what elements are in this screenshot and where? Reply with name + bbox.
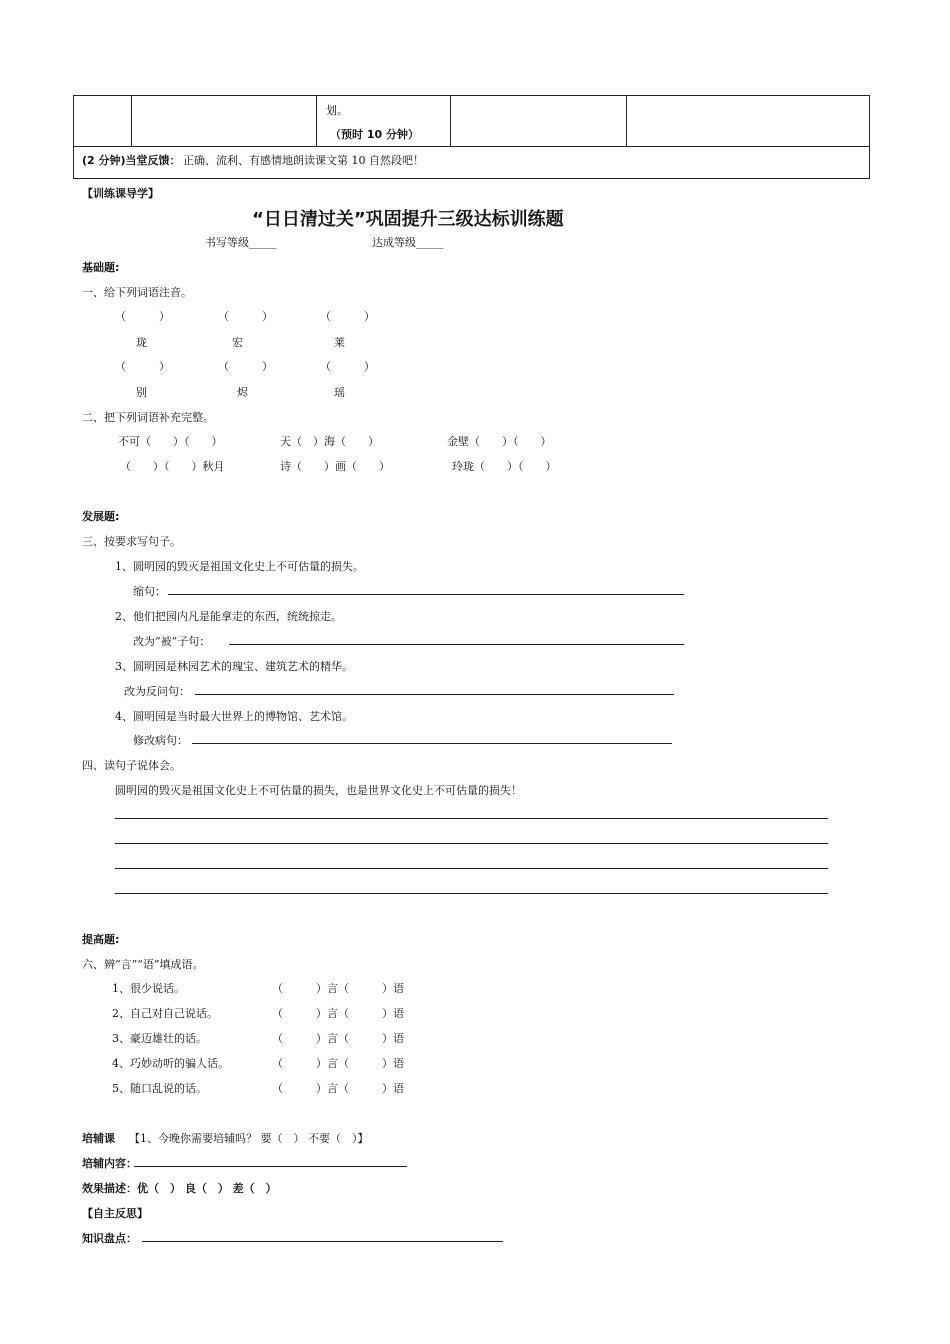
reflection-header: 【自主反思】 [82, 1207, 148, 1220]
q1-prompt: 一、给下列词语注音。 [82, 286, 192, 299]
table-col-divider [316, 95, 317, 146]
q6-item-text: 4、巧妙动听的骗人话。 [112, 1057, 229, 1070]
writing-grade: 书写等级_____ [205, 236, 277, 249]
tutoring-label: 培辅课 [82, 1132, 115, 1145]
q3-task: 缩句： [133, 585, 166, 598]
pinyin-paren: （ ） [115, 360, 170, 373]
plan-text: 划。 [326, 104, 348, 117]
fill-item: （ ）（ ）秋月 [120, 460, 225, 473]
q3-task: 改为“被”子句： [133, 635, 211, 648]
table-col-divider [131, 95, 132, 146]
section-header: 【训练课导学】 [82, 187, 159, 200]
effect-description: 效果描述：优（ ） 良（ ） 差（ ） [82, 1182, 277, 1195]
achievement-grade: 达成等级_____ [372, 236, 444, 249]
q4-prompt: 四、读句子说体会。 [82, 759, 181, 772]
char-item: 莱 [334, 336, 345, 349]
development-heading: 发展题: [82, 510, 120, 523]
q6-item-text: 5、随口乱说的话。 [112, 1082, 207, 1095]
answer-line[interactable] [192, 743, 672, 744]
q6-prompt: 六、辨“言”“语”填成语。 [82, 958, 204, 971]
q3-task: 改为反问句： [124, 685, 190, 698]
q3-prompt: 三、按要求写句子。 [82, 535, 181, 548]
q6-item-text: 2、自己对自己说话。 [112, 1007, 218, 1020]
pinyin-paren: （ ） [115, 310, 170, 323]
answer-line[interactable] [168, 594, 684, 595]
pinyin-paren: （ ） [218, 310, 273, 323]
q6-item-text: 1、很少说话。 [112, 982, 185, 995]
answer-line[interactable] [229, 644, 684, 645]
answer-line[interactable] [195, 694, 674, 695]
page-title: “日日清过关”巩固提升三级达标训练题 [252, 209, 564, 230]
q4-sentence: 圆明园的毁灭是祖国文化史上不可估量的损失，也是世界文化史上不可估量的损失！ [115, 784, 522, 797]
char-item: 瑶 [334, 386, 345, 399]
fill-item: 天（ ）海（ ） [280, 435, 379, 448]
q3-task: 修改病句： [133, 734, 188, 747]
table-row-divider [73, 146, 869, 147]
q6-item-fill: （ ）言（ ）语 [272, 1007, 404, 1020]
q3-sentence: 2、他们把园内凡是能拿走的东西，统统掠走。 [115, 610, 342, 623]
q3-sentence: 1、圆明园的毁灭是祖国文化史上不可估量的损失。 [115, 560, 364, 573]
q6-item-text: 3、豪迈雄壮的话。 [112, 1032, 207, 1045]
time-note: （预时 10 分钟） [330, 128, 419, 141]
answer-line[interactable] [134, 1166, 407, 1167]
tutoring-question: 【1、今晚你需要培辅吗？ 要（ ） 不要（ ）】 [129, 1132, 369, 1145]
answer-line[interactable] [142, 1241, 503, 1242]
feedback-text: 正确、流利、有感情地朗读课文第 10 自然段吧！ [183, 154, 424, 167]
answer-line[interactable] [115, 843, 828, 844]
answer-line[interactable] [115, 868, 828, 869]
q2-prompt: 二、把下列词语补充完整。 [82, 411, 214, 424]
char-item: 珑 [136, 336, 147, 349]
fill-item: 玲珑（ ）（ ） [452, 460, 557, 473]
advanced-heading: 提高题: [82, 933, 120, 946]
char-item: 别 [136, 386, 147, 399]
knowledge-label: 知识盘点： [82, 1232, 137, 1245]
tutoring-content-label: 培辅内容： [82, 1157, 137, 1170]
table-col-divider [626, 95, 627, 146]
fill-item: 诗（ ）画（ ） [280, 460, 390, 473]
char-item: 宏 [232, 336, 243, 349]
fill-item: 不可（ ）（ ） [118, 435, 223, 448]
feedback-label: (2 分钟)当堂反馈： [82, 154, 181, 167]
fill-item: 金壁（ ）（ ） [447, 435, 552, 448]
answer-line[interactable] [115, 818, 828, 819]
table-col-divider [450, 95, 451, 146]
q6-item-fill: （ ）言（ ）语 [272, 982, 404, 995]
q6-item-fill: （ ）言（ ）语 [272, 1057, 404, 1070]
q6-item-fill: （ ）言（ ）语 [272, 1032, 404, 1045]
pinyin-paren: （ ） [218, 360, 273, 373]
q6-item-fill: （ ）言（ ）语 [272, 1082, 404, 1095]
char-item: 烬 [237, 386, 248, 399]
q3-sentence: 4、圆明园是当时最大世界上的博物馆、艺术馆。 [115, 710, 353, 723]
basic-heading: 基础题: [82, 261, 120, 274]
q3-sentence: 3、圆明园是林园艺术的瑰宝、建筑艺术的精华。 [115, 660, 353, 673]
pinyin-paren: （ ） [320, 360, 375, 373]
pinyin-paren: （ ） [320, 310, 375, 323]
answer-line[interactable] [115, 893, 828, 894]
